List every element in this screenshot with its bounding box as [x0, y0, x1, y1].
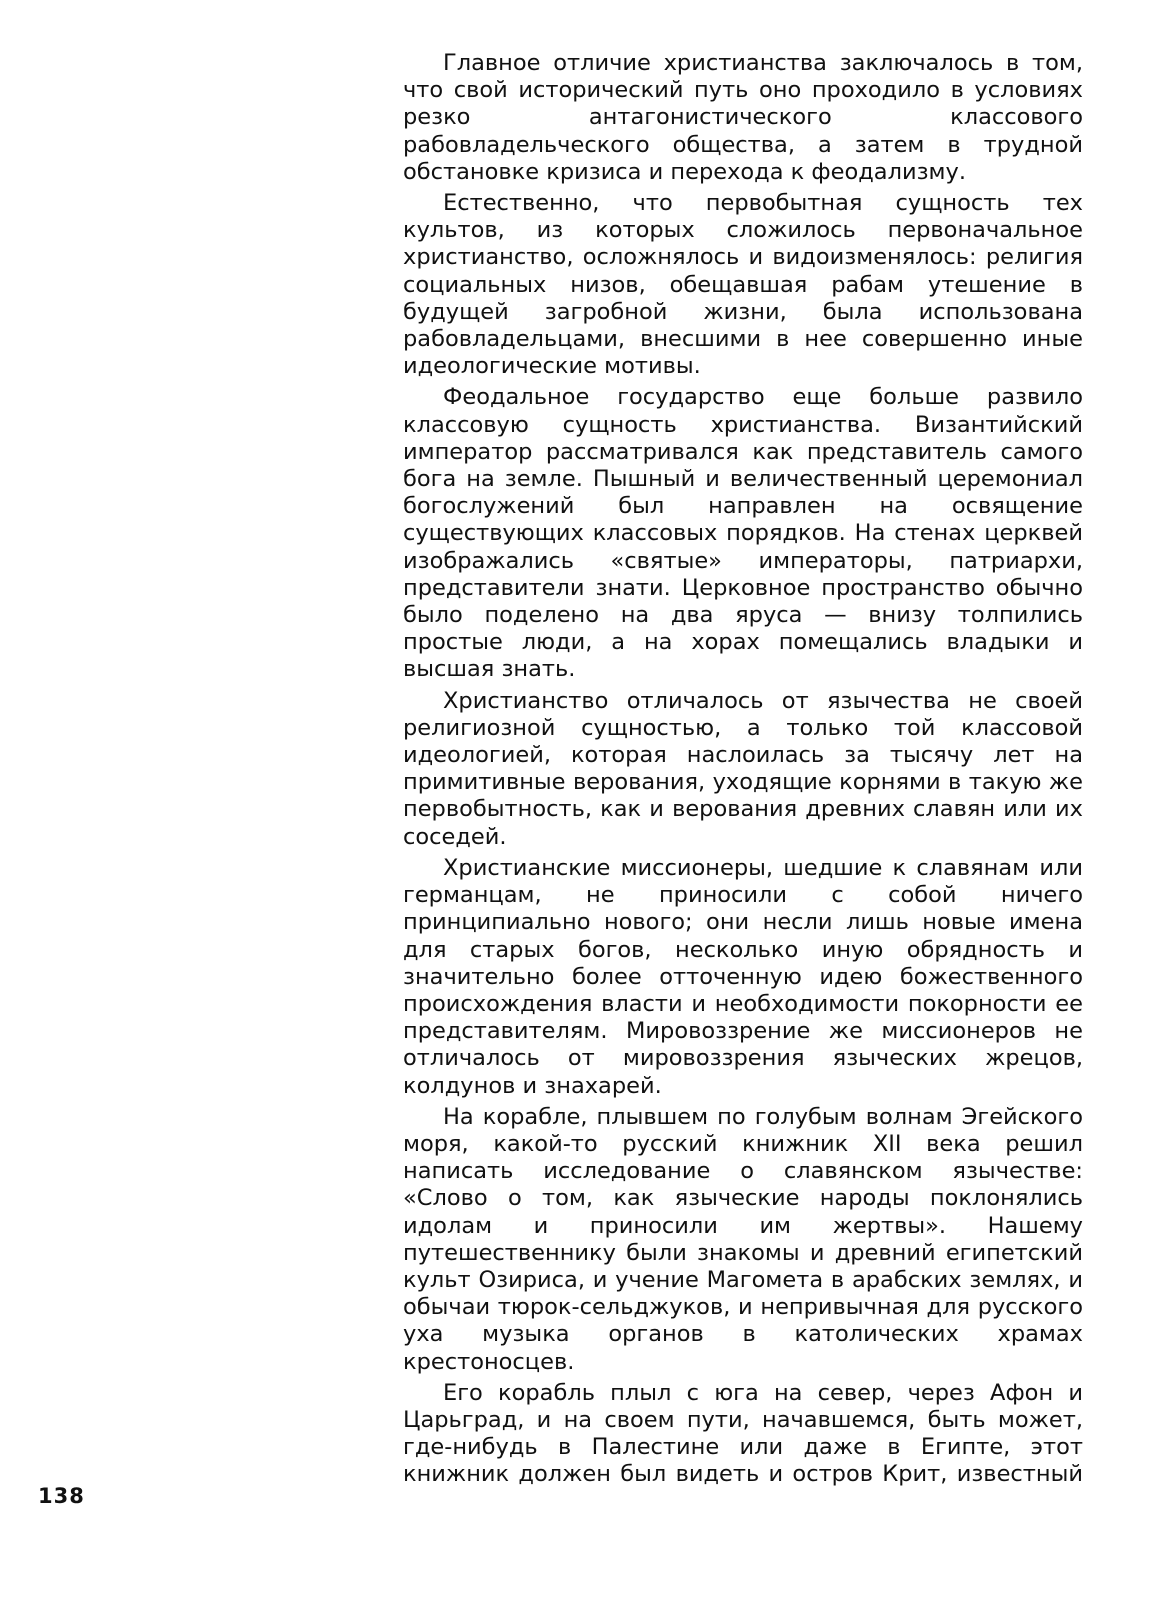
page-number: 138	[38, 1484, 85, 1508]
paragraph: Христианские миссионеры, шедшие к славянам или германцам, не приносили с собой ничего принципиально нового; они несли лишь новые имена для старых богов, несколько иную обрядность и значительно более отточенную идею божественного происхождения власти и необходимости покорности ее представителям. Мировоззрение же миссионеров не отличалось от мировоззрения языческих жрецов, колдунов и знахарей.	[403, 854, 1083, 1099]
paragraph: Феодальное государство еще больше развило классовую сущность христианства. Византийский император рассматривался как представитель самого бога на земле. Пышный и величественный церемониал богослужений был направлен на освящение существующих классовых порядков. На стенах церквей изображались «святые» императоры, патриархи, представители знати. Церковное пространство обычно было поделено на два яруса — внизу толпились простые люди, а на хорах помещались владыки и высшая знать.	[403, 384, 1083, 683]
paragraph: Главное отличие христианства заключалось в том, что свой исторический путь оно проходило в условиях резко антагонистического классового рабовладельческого общества, а затем в трудной обстановке кризиса и перехода к феодализму.	[403, 50, 1083, 185]
paragraph: Христианство отличалось от язычества не своей религиозной сущностью, а только той классовой идеологией, которая наслоилась за тысячу лет на примитивные верования, уходящие корнями в такую же первобытность, как и верования древних славян или их соседей.	[403, 687, 1083, 850]
body-text-column	[403, 50, 1083, 1493]
paragraph: На корабле, плывшем по голубым волнам Эгейского моря, какой-то русский книжник XII века решил написать исследование о славянском язычестве: «Слово о том, как языческие народы поклонялись идолам и приносили им жертвы». Нашему путешественнику были знакомы и древний египетский культ Озириса, и учение Магомета в арабских землях, и обычаи тюрок-сельджуков, и непривычная для русского уха музыка органов в католических храмах крестоносцев.	[403, 1103, 1083, 1375]
paragraph: Его корабль плыл с юга на север, через Афон и Царьград, и на своем пути, начавшемся, быть может, где-нибудь в Палестине или даже в Египте, этот книжник должен был видеть и остров Крит, известный	[403, 1379, 1083, 1488]
paragraph: Естественно, что первобытная сущность тех культов, из которых сложилось первоначальное христианство, осложнялось и видоизменялось: религия социальных низов, обещавшая рабам утешение в будущей загробной жизни, была использована рабовладельцами, внесшими в нее совершенно иные идеологические мотивы.	[403, 190, 1083, 380]
